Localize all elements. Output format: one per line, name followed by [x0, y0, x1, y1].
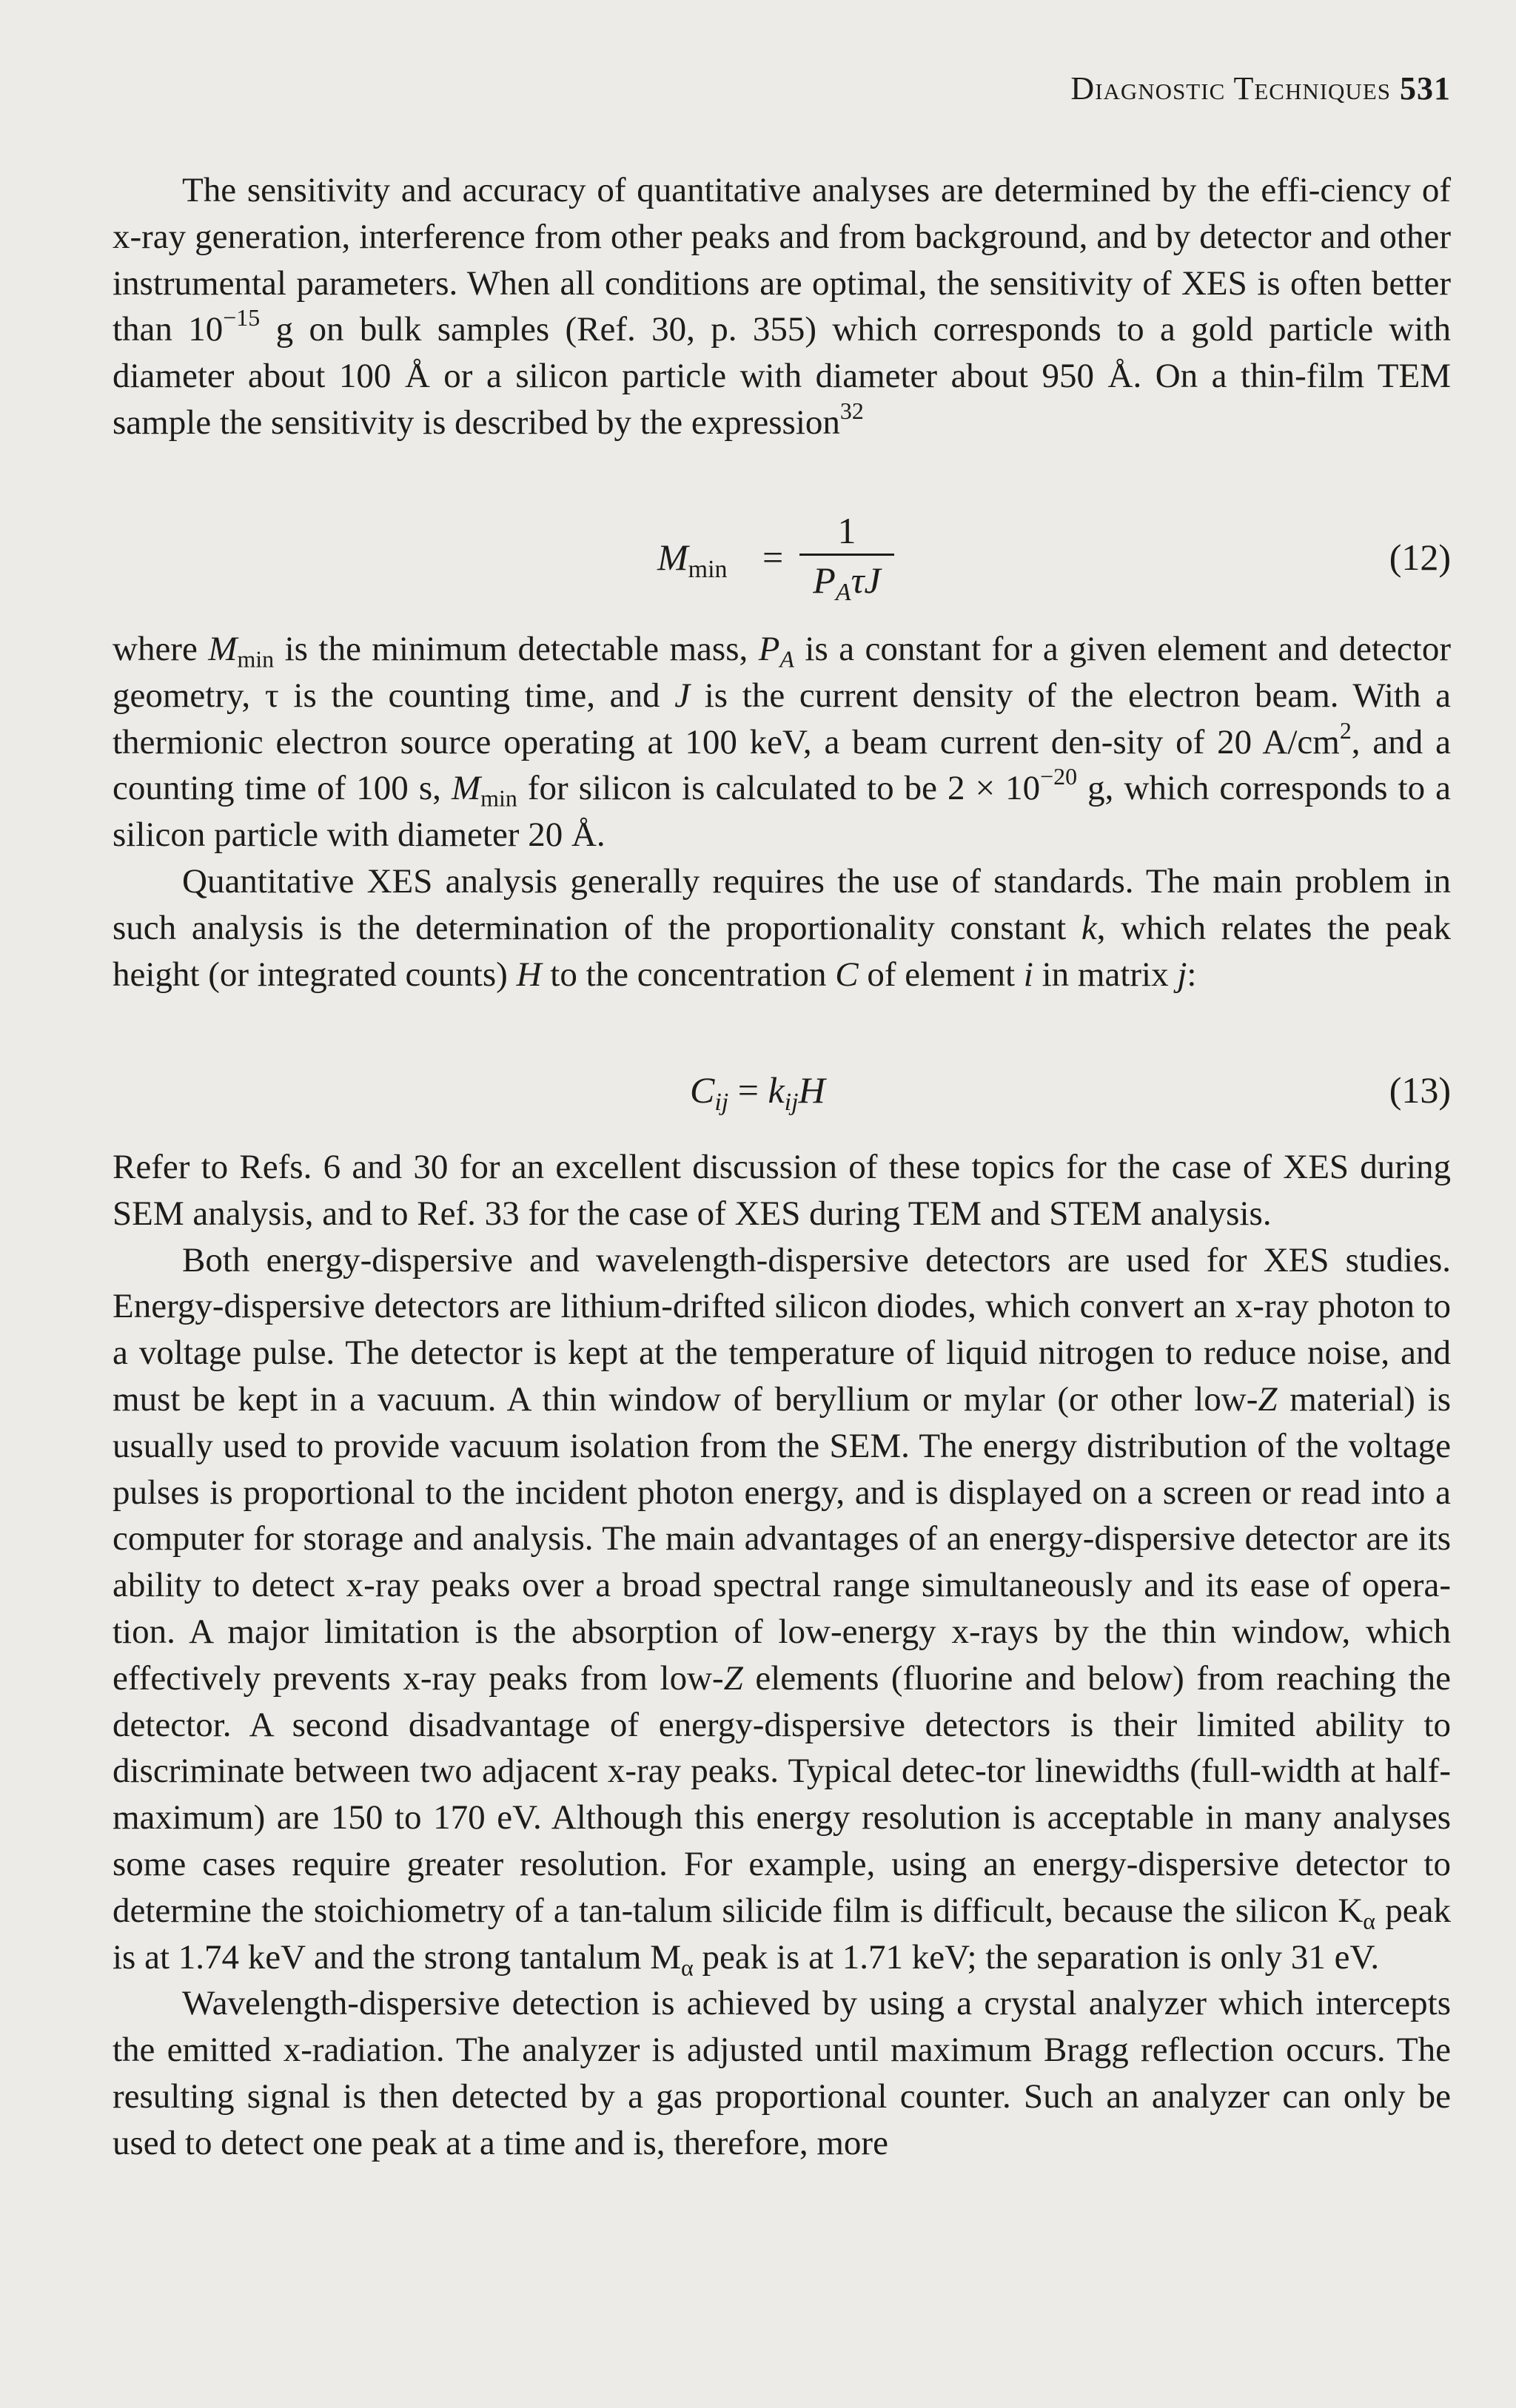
paragraph-2: [113, 626, 1451, 998]
running-header: [1070, 70, 1451, 107]
fraction-bar: [799, 554, 894, 556]
page-number: 531: [1400, 70, 1451, 107]
equation-13-number: (13): [1389, 1069, 1451, 1111]
equation-13: [113, 1052, 1451, 1138]
paragraph-5-text: Both energy-dispersive and wavelength-dispersive detectors are used for XES studies. Energy-dispersive detectors are lithium-drifted silicon diodes, which convert an x-ray photon to a voltage pulse. The detector is kept at the temperature of liquid nitrogen to reduce noise, and must be kept in a vacuum. A thin window of beryllium or mylar (or other low-Z material) is usually used to provide vacuum isolation from the SEM. The energy distribution of the voltage pulses is proportional to the incident photon energy, and is displayed on a screen or read into a computer for storage and analysis. The main advantages of an energy-dispersive detector are its ability to detect x-ray peaks over a broad spectral range simultaneously and its ease of opera-tion. A major limitation is the absorption of low-energy x-rays by the thin window, which effectively prevents x-ray peaks from low-Z elements (fluorine and below) from reaching the detector. A second disadvantage of energy-dispersive detectors is their limited ability to discriminate between two adjacent x-ray peaks. Typical detec-tor linewidths (full-width at half-maximum) are 150 to 170 eV. Although this energy resolution is acceptable in many analyses some cases require greater resolution. For example, using an energy-dispersive detector to determine the stoichiometry of a tan-talum silicide film is difficult, because the silicon $K_\alpha$ peak is at 1.74 keV and the strong tantalum $M_\alpha$ peak is at 1.71 keV; the separation is only 31 eV.: [113, 1240, 1451, 1981]
paragraph-4-text: Refer to Refs. 6 and 30 for an excellent discussion of these topics for the case of XES during SEM analysis, and to Ref. 33 for the case of XES during TEM and STEM analysis.: [113, 1148, 1451, 1233]
paragraph-4: [113, 1144, 1451, 2167]
equation-12-lhs: $M_{min}$: [657, 537, 728, 584]
equation-12-fraction: [799, 509, 894, 607]
paragraph-1: [113, 167, 1451, 446]
paragraph-2-text: where $M_{min}$ is the minimum detectable mass, $P_A$ is a constant for a given element and detector geometry, τ is the counting time, and J is the current density of the electron beam. With a thermionic electron source operating at 100 keV, a beam current den-sity of 20 $A/cm^2$, and a counting time of 100 s, $M_{min}$ for silicon is calculated to be $2 \times 10^{-20}$ g, which corresponds to a silicon particle with diameter 20 Å.: [113, 630, 1451, 855]
running-head-title: Diagnostic Techniques: [1070, 70, 1391, 107]
equation-12-equals: =: [762, 537, 784, 578]
paragraph-6-text: Wavelength-dispersive detection is achieved by using a crystal analyzer which intercepts the emitted x-radiation. The analyzer is adjusted until maximum Bragg reflection occurs. The resulting signal is then detected by a gas proportional counter. Such an analyzer can only be used to detect one peak at a time and is, therefore, more: [113, 1984, 1451, 2162]
paragraph-1-text: The sensitivity and accuracy of quantitative analyses are determined by the effi-ciency of x-ray generation, interference from other peaks and from background, and by detector and other instrumental parameters. When all conditions are optimal, the sensitivity of XES is often better than $10^{-15}$ g on bulk samples (Ref. 30, p. 355) which corresponds to a gold particle with diameter about 100 Å or a silicon particle with diameter about 950 Å. On a thin-film TEM sample the sensitivity is described by the expression$^{32}$: [113, 171, 1451, 442]
equation-12-denominator: $P_A\tau J$: [813, 559, 881, 607]
equation-12-numerator: 1: [837, 510, 856, 551]
equation-13-body: $C_{ij} = k_{ij}H$: [690, 1069, 825, 1117]
equation-12: [113, 510, 1451, 610]
paragraph-3-text: Quantitative XES analysis generally requires the use of standards. The main problem in such analysis is the determination of the proportionality constant k, which relates the peak height (or integrated counts) H to the concentration C of element i in matrix j:: [113, 861, 1451, 994]
equation-12-number: (12): [1389, 537, 1451, 578]
